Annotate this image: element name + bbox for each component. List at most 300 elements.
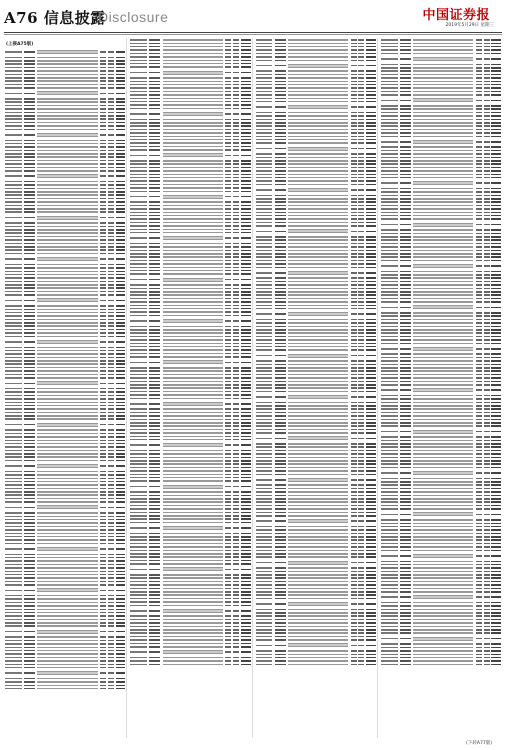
listing-cell — [100, 388, 106, 390]
listing-cell — [108, 443, 114, 445]
listing-cell — [288, 594, 348, 596]
listing-cell — [24, 188, 35, 190]
listing-cell — [225, 569, 231, 571]
listing-cell — [225, 301, 231, 303]
listing-cell — [476, 654, 482, 656]
listing-cell — [476, 419, 482, 421]
listing-cell — [149, 619, 160, 621]
listing-cell — [225, 495, 231, 497]
listing-cell — [358, 446, 364, 448]
listing-cell — [37, 191, 97, 193]
listing-cell — [413, 271, 473, 273]
listing-cell — [366, 177, 376, 179]
listing-cell — [241, 212, 251, 214]
listing-cell — [149, 381, 160, 383]
listing-cell — [37, 460, 97, 462]
listing-cell — [5, 465, 22, 467]
listing-cell — [351, 180, 357, 182]
listing-cell — [351, 84, 357, 86]
listing-cell — [100, 484, 106, 486]
listing-cell — [233, 187, 239, 189]
listing-cell — [358, 298, 364, 300]
listing-cell — [358, 106, 364, 108]
listing-cell — [225, 457, 231, 459]
listing-cell — [381, 529, 398, 531]
listing-cell — [225, 263, 231, 265]
listing-cell — [37, 125, 97, 127]
listing-cell — [116, 408, 126, 410]
listing-cell — [351, 81, 357, 83]
listing-cell — [5, 436, 22, 438]
listing-cell — [163, 46, 223, 48]
listing-cell — [366, 484, 376, 486]
listing-cell — [484, 436, 490, 438]
listing-cell — [108, 595, 114, 597]
listing-cell — [37, 298, 97, 302]
listing-cell — [24, 243, 35, 245]
listing-cell — [24, 554, 35, 556]
listing-cell — [241, 270, 251, 272]
section-title-en: Disclosure — [98, 9, 169, 25]
listing-cell — [484, 654, 490, 656]
listing-rows — [4, 49, 126, 691]
listing-cell — [275, 470, 286, 472]
listing-cell — [491, 239, 501, 241]
listing-cell — [413, 132, 473, 134]
listing-cell — [116, 491, 126, 493]
listing-cell — [381, 198, 398, 200]
listing-cell — [225, 436, 231, 438]
listing-cell — [108, 300, 114, 302]
listing-cell — [24, 258, 35, 260]
listing-cell — [351, 174, 357, 176]
listing-cell — [366, 603, 376, 605]
listing-cell — [225, 66, 231, 68]
listing-cell — [241, 495, 251, 497]
listing-cell — [358, 294, 364, 296]
listing-cell — [400, 478, 411, 480]
listing-cell — [233, 113, 239, 115]
listing-cell — [130, 326, 147, 328]
listing-cell — [358, 474, 364, 476]
listing-cell — [37, 143, 97, 145]
listing-cell — [288, 478, 348, 482]
listing-cell — [256, 626, 273, 628]
listing-cell — [400, 596, 411, 598]
listing-cell — [100, 341, 106, 343]
listing-cell — [37, 253, 97, 255]
listing-cell — [116, 374, 126, 376]
listing-cell — [163, 626, 223, 628]
listing-cell — [116, 281, 126, 283]
listing-row — [380, 262, 502, 269]
listing-cell — [358, 396, 364, 398]
listing-cell — [37, 232, 97, 234]
listing-cell — [5, 625, 22, 627]
listing-cell — [275, 189, 286, 191]
listing-cell — [116, 391, 126, 393]
listing-cell — [491, 218, 501, 220]
listing-cell — [241, 201, 251, 203]
listing-cell — [225, 553, 231, 555]
listing-cell — [381, 555, 398, 557]
listing-cell — [37, 257, 97, 261]
listing-cell — [163, 577, 223, 579]
listing-cell — [116, 300, 126, 302]
listing-cell — [256, 438, 273, 440]
listing-cell — [130, 56, 147, 58]
listing-cell — [413, 315, 473, 317]
listing-cell — [400, 153, 411, 155]
listing-cell — [381, 629, 398, 631]
listing-cell — [24, 347, 35, 349]
listing-cell — [400, 129, 411, 131]
listing-cell — [288, 53, 348, 55]
listing-cell — [351, 391, 357, 393]
listing-cell — [351, 396, 357, 398]
listing-cell — [233, 491, 239, 493]
listing-cell — [491, 596, 501, 598]
listing-cell — [484, 443, 490, 445]
listing-cell — [351, 236, 357, 238]
listing-row — [129, 69, 251, 76]
listing-cell — [108, 367, 114, 369]
listing-cell — [130, 646, 147, 648]
listing-cell — [491, 298, 501, 300]
listing-cell — [233, 122, 239, 124]
listing-cell — [484, 402, 490, 404]
listing-cell — [130, 367, 147, 369]
listing-cell — [381, 129, 398, 131]
listing-cell — [241, 381, 251, 383]
listing-cell — [149, 98, 160, 100]
listing-cell — [484, 567, 490, 569]
listing-cell — [351, 281, 357, 283]
listing-cell — [37, 685, 97, 687]
listing-cell — [24, 217, 35, 219]
listing-cell — [366, 329, 376, 331]
listing-cell — [256, 305, 273, 307]
listing-cell — [37, 194, 97, 196]
listing-cell — [476, 440, 482, 442]
listing-cell — [225, 522, 231, 524]
listing-cell — [225, 60, 231, 62]
listing-cell — [476, 381, 482, 383]
listing-cell — [275, 463, 286, 465]
listing-cell — [288, 629, 348, 631]
listing-cell — [241, 646, 251, 648]
listing-cell — [233, 408, 239, 410]
listing-cell — [366, 571, 376, 573]
listing-cell — [24, 184, 35, 186]
listing-cell — [476, 125, 482, 127]
listing-cell — [130, 522, 147, 524]
listing-cell — [149, 415, 160, 417]
listing-cell — [37, 133, 97, 137]
listing-cell — [256, 291, 273, 293]
listing-cell — [351, 46, 357, 48]
listing-cell — [351, 332, 357, 334]
listing-cell — [149, 470, 160, 472]
listing-cell — [149, 66, 160, 68]
listing-cell — [275, 553, 286, 555]
listing-cell — [358, 533, 364, 535]
listing-cell — [358, 231, 364, 233]
listing-cell — [484, 100, 490, 102]
listing-cell — [400, 472, 411, 474]
listing-cell — [5, 590, 22, 592]
listing-cell — [358, 546, 364, 548]
listing-cell — [476, 271, 482, 273]
listing-cell — [163, 643, 223, 645]
listing-cell — [233, 253, 239, 255]
listing-cell — [100, 258, 106, 260]
listing-cell — [256, 567, 273, 569]
listing-cell — [476, 307, 482, 309]
listing-cell — [476, 291, 482, 293]
listing-cell — [163, 436, 223, 438]
listing-cell — [256, 571, 273, 573]
listing-cell — [100, 146, 106, 148]
listing-cell — [241, 460, 251, 462]
listing-cell — [225, 196, 231, 198]
listing-cell — [233, 508, 239, 510]
listing-cell — [381, 574, 398, 576]
listing-cell — [400, 440, 411, 442]
listing-cell — [351, 425, 357, 427]
listing-cell — [400, 384, 411, 386]
listing-cell — [241, 657, 251, 659]
listing-cell — [351, 598, 357, 600]
listing-cell — [233, 98, 239, 100]
listing-cell — [413, 84, 473, 86]
listing-cell — [491, 146, 501, 148]
listing-cell — [37, 322, 97, 324]
listing-cell — [288, 222, 348, 224]
listing-cell — [381, 229, 398, 231]
listing-cell — [225, 527, 231, 529]
listing-cell — [351, 112, 357, 114]
listing-cell — [116, 602, 126, 604]
listing-cell — [491, 660, 501, 662]
listing-cell — [149, 353, 160, 355]
listing-cell — [358, 536, 364, 538]
listing-cell — [5, 175, 22, 177]
listing-cell — [358, 381, 364, 383]
listing-cell — [476, 384, 482, 386]
listing-cell — [116, 543, 126, 545]
listing-cell — [275, 443, 286, 445]
listing-cell — [275, 550, 286, 552]
listing-cell — [275, 495, 286, 497]
listing-cell — [37, 329, 97, 331]
listing-cell — [149, 142, 160, 144]
listing-cell — [491, 591, 501, 593]
listing-cell — [233, 305, 239, 307]
listing-cell — [491, 167, 501, 169]
listing-cell — [484, 294, 490, 296]
listing-cell — [491, 125, 501, 127]
listing-cell — [5, 672, 22, 674]
listing-cell — [476, 70, 482, 72]
listing-cell — [358, 139, 364, 141]
listing-cell — [491, 523, 501, 525]
listing-cell — [413, 39, 473, 41]
listing-cell — [130, 584, 147, 586]
listing-cell — [108, 391, 114, 393]
listing-cell — [116, 536, 126, 538]
listing-cell — [381, 436, 398, 438]
listing-cell — [116, 636, 126, 638]
listing-cell — [225, 480, 231, 482]
listing-cell — [130, 467, 147, 469]
listing-cell — [484, 357, 490, 359]
listing-cell — [413, 367, 473, 369]
listing-cell — [100, 516, 106, 518]
listing-cell — [37, 450, 97, 452]
listing-cell — [37, 664, 97, 666]
listing-cell — [5, 246, 22, 248]
listing-cell — [351, 98, 357, 100]
listing-cell — [366, 512, 376, 514]
listing-cell — [366, 467, 376, 469]
listing-cell — [491, 157, 501, 159]
listing-cell — [275, 367, 286, 369]
listing-cell — [116, 398, 126, 400]
listing-cell — [288, 408, 348, 410]
listing-cell — [413, 501, 473, 503]
listing-cell — [413, 629, 473, 631]
listing-cell — [130, 515, 147, 517]
listing-cell — [225, 584, 231, 586]
listing-cell — [163, 601, 223, 603]
listing-cell — [351, 453, 357, 455]
listing-cell — [116, 87, 126, 89]
listing-cell — [413, 491, 473, 493]
listing-cell — [24, 271, 35, 273]
listing-cell — [108, 232, 114, 234]
listing-cell — [225, 444, 231, 446]
page-number — [4, 7, 106, 28]
listing-cell — [351, 405, 357, 407]
listing-cell — [149, 184, 160, 186]
listing-cell — [149, 491, 160, 493]
listing-cell — [351, 664, 357, 666]
listing-cell — [5, 405, 22, 407]
listing-cell — [358, 629, 364, 631]
listing-cell — [5, 370, 22, 372]
listing-cell — [275, 539, 286, 541]
listing-cell — [491, 357, 501, 359]
listing-cell — [233, 84, 239, 86]
listing-cell — [484, 94, 490, 96]
listing-cell — [366, 129, 376, 131]
listing-cell — [476, 495, 482, 497]
listing-cell — [491, 198, 501, 200]
listing-cell — [233, 657, 239, 659]
listing-cell — [275, 56, 286, 58]
listing-cell — [24, 336, 35, 338]
listing-cell — [225, 125, 231, 127]
listing-cell — [351, 381, 357, 383]
listing-cell — [100, 383, 106, 385]
listing-cell — [241, 605, 251, 607]
listing-cell — [149, 560, 160, 562]
listing-cell — [256, 474, 273, 476]
listing-cell — [275, 157, 286, 159]
listing-cell — [476, 463, 482, 465]
listing-cell — [163, 273, 223, 275]
listing-cell — [413, 443, 473, 445]
listing-cell — [24, 363, 35, 365]
listing-cell — [130, 370, 147, 372]
listing-cell — [413, 64, 473, 66]
listing-cell — [24, 478, 35, 480]
listing-cell — [288, 208, 348, 210]
listing-cell — [366, 277, 376, 279]
listing-row — [129, 524, 251, 531]
listing-cell — [149, 291, 160, 293]
listing-cell — [233, 501, 239, 503]
listing-cell — [233, 391, 239, 393]
listing-cell — [241, 574, 251, 576]
listing-cell — [351, 272, 357, 274]
listing-cell — [130, 119, 147, 121]
listing-cell — [413, 357, 473, 359]
listing-cell — [400, 319, 411, 321]
listing-cell — [37, 625, 97, 627]
listing-cell — [37, 57, 97, 59]
listing-cell — [37, 74, 97, 76]
listing-cell — [225, 422, 231, 424]
listing-cell — [400, 353, 411, 355]
listing-cell — [400, 561, 411, 563]
listing-cell — [116, 201, 126, 203]
listing-cell — [108, 436, 114, 438]
listing-cell — [149, 453, 160, 455]
listing-cell — [116, 236, 126, 238]
listing-cell — [476, 160, 482, 162]
listing-cell — [484, 67, 490, 69]
listing-row — [129, 442, 251, 449]
listing-cell — [476, 46, 482, 48]
listing-cell — [130, 533, 147, 535]
listing-cell — [288, 609, 348, 611]
listing-cell — [400, 650, 411, 652]
listing-cell — [37, 367, 97, 369]
listing-cell — [233, 311, 239, 313]
listing-cell — [130, 639, 147, 641]
listing-cell — [484, 612, 490, 614]
listing-cell — [100, 305, 106, 307]
listing-cell — [358, 526, 364, 528]
listing-cell — [366, 87, 376, 89]
listing-cell — [116, 440, 126, 442]
listing-cell — [225, 403, 231, 405]
listing-cell — [24, 205, 35, 207]
listing-cell — [241, 601, 251, 603]
listing-cell — [5, 236, 22, 238]
listing-cell — [108, 615, 114, 617]
listing-cell — [37, 522, 97, 524]
listing-cell — [351, 495, 357, 497]
listing-cell — [381, 622, 398, 624]
listing-cell — [484, 291, 490, 293]
listing-cell — [241, 174, 251, 176]
listing-cell — [366, 626, 376, 628]
listing-cell — [491, 307, 501, 309]
listing-cell — [163, 457, 223, 459]
